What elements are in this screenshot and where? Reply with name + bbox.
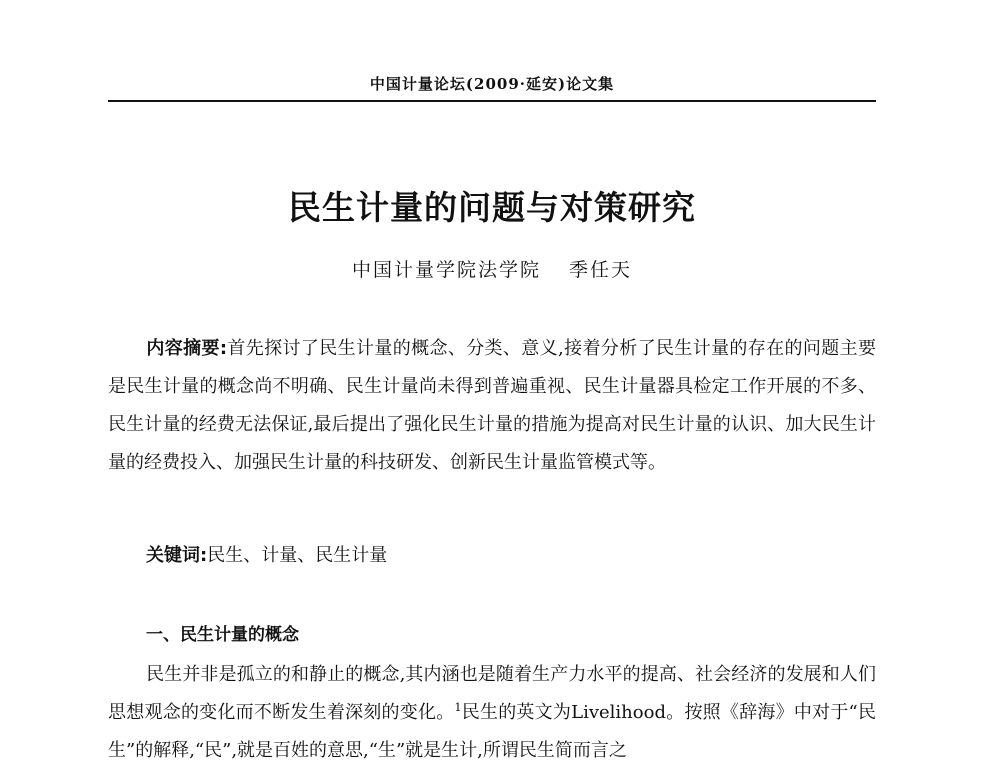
keywords-label: 关键词 — [146, 545, 200, 566]
section-heading: 一、民生计量的概念 — [146, 625, 299, 645]
keywords-text: 民生、计量、民生计量 — [207, 545, 388, 566]
running-header: 中国计量论坛(2009·延安)论文集 — [369, 75, 615, 93]
abstract-text: 首先探讨了民生计量的概念、分类、意义,接着分析了民生计量的存在的问题主要是民生计量的概念尚不明确、民生计量尚未得到普遍重视、民生计量器具检定工作开展的不多、民生计量的经费无法保证,最后提出了强化民生计量的措施为提高对民生计量的认识、加大民生计量的经费投入、加强民生计量的科技研发、创新民生计量监管模式等。 — [108, 338, 877, 473]
author-affiliation: 中国计量学院法学院 — [351, 259, 541, 281]
body-paragraph — [108, 656, 876, 770]
keywords-paragraph — [108, 537, 876, 575]
abstract-paragraph — [108, 330, 876, 482]
abstract-separator: : — [219, 338, 228, 359]
footnote-reference: 1 — [454, 701, 462, 714]
abstract-label: 内容摘要 — [146, 338, 220, 359]
author-name: 季任天 — [569, 259, 633, 281]
header-rule — [108, 100, 876, 102]
author-line — [108, 256, 876, 284]
paper-title: 民生计量的问题与对策研究 — [288, 188, 696, 227]
keywords-separator: : — [200, 545, 208, 566]
body-text-part2: 民生的英文为Livelihood。按照《辞海》中对于“民生”的解释,“民”,就是百姓的意思,“生”就是生计,所谓民生简而言之 — [108, 702, 876, 761]
body-text-part1: 民生并非是孤立的和静止的概念,其内涵也是随着生产力水平的提高、社会经济的发展和人们思想观念的变化而不断发生着深刻的变化。 — [108, 664, 876, 723]
